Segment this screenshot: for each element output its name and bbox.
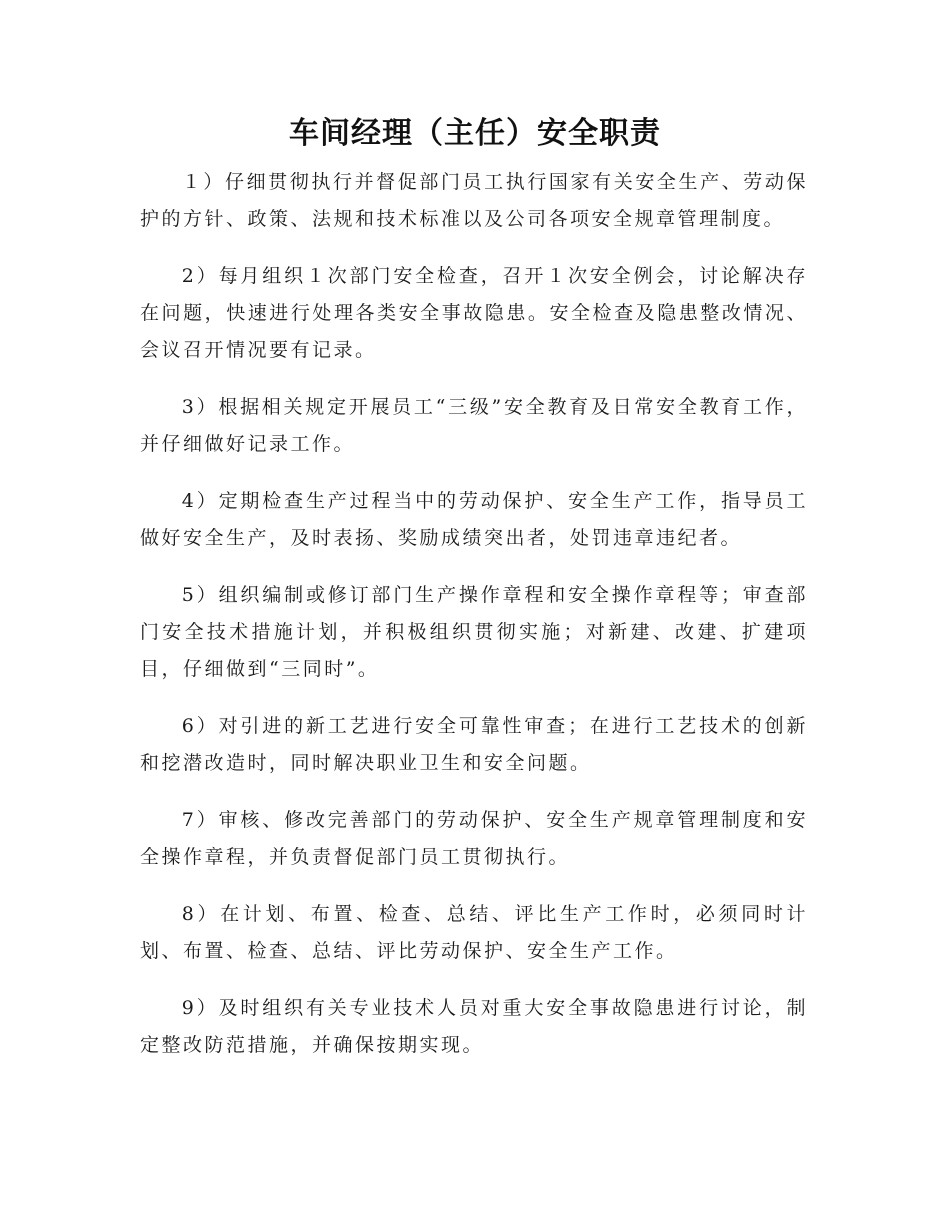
paragraph-4: 4）定期检查生产过程当中的劳动保护、安全生产工作，指导员工做好安全生产，及时表扬、奖励成绩突出者，处罚违章违纪者。 [140,490,808,549]
paragraph-9: 9）及时组织有关专业技术人员对重大安全事故隐患进行讨论，制定整改防范措施，并确保按期实现。 [140,997,808,1056]
document-title: 车间经理（主任）安全职责 [289,116,661,151]
paragraph-7: 7）审核、修改完善部门的劳动保护、安全生产规章管理制度和安全操作章程，并负责督促部门员工贯彻执行。 [140,809,808,868]
paragraph-5: 5）组织编制或修订部门生产操作章程和安全操作章程等；审查部门安全技术措施计划，并积极组织贯彻实施；对新建、改建、扩建项目，仔细做到“三同时”。 [140,584,808,680]
paragraph-3: 3）根据相关规定开展员工“三级”安全教育及日常安全教育工作，并仔细做好记录工作。 [140,396,808,455]
paragraph-2: 2）每月组织１次部门安全检查，召开１次安全例会，讨论解决存在问题，快速进行处理各类安全事故隐患。安全检查及隐患整改情况、会议召开情况要有记录。 [140,265,808,361]
paragraph-1: １）仔细贯彻执行并督促部门员工执行国家有关安全生产、劳动保护的方针、政策、法规和技术标准以及公司各项安全规章管理制度。 [140,171,808,230]
paragraph-8: 8）在计划、布置、检查、总结、评比生产工作时，必须同时计划、布置、检查、总结、评比劳动保护、安全生产工作。 [140,903,808,962]
paragraph-6: 6）对引进的新工艺进行安全可靠性审查；在进行工艺技术的创新和挖潜改造时，同时解决职业卫生和安全问题。 [140,715,808,774]
document-body [140,164,808,1084]
